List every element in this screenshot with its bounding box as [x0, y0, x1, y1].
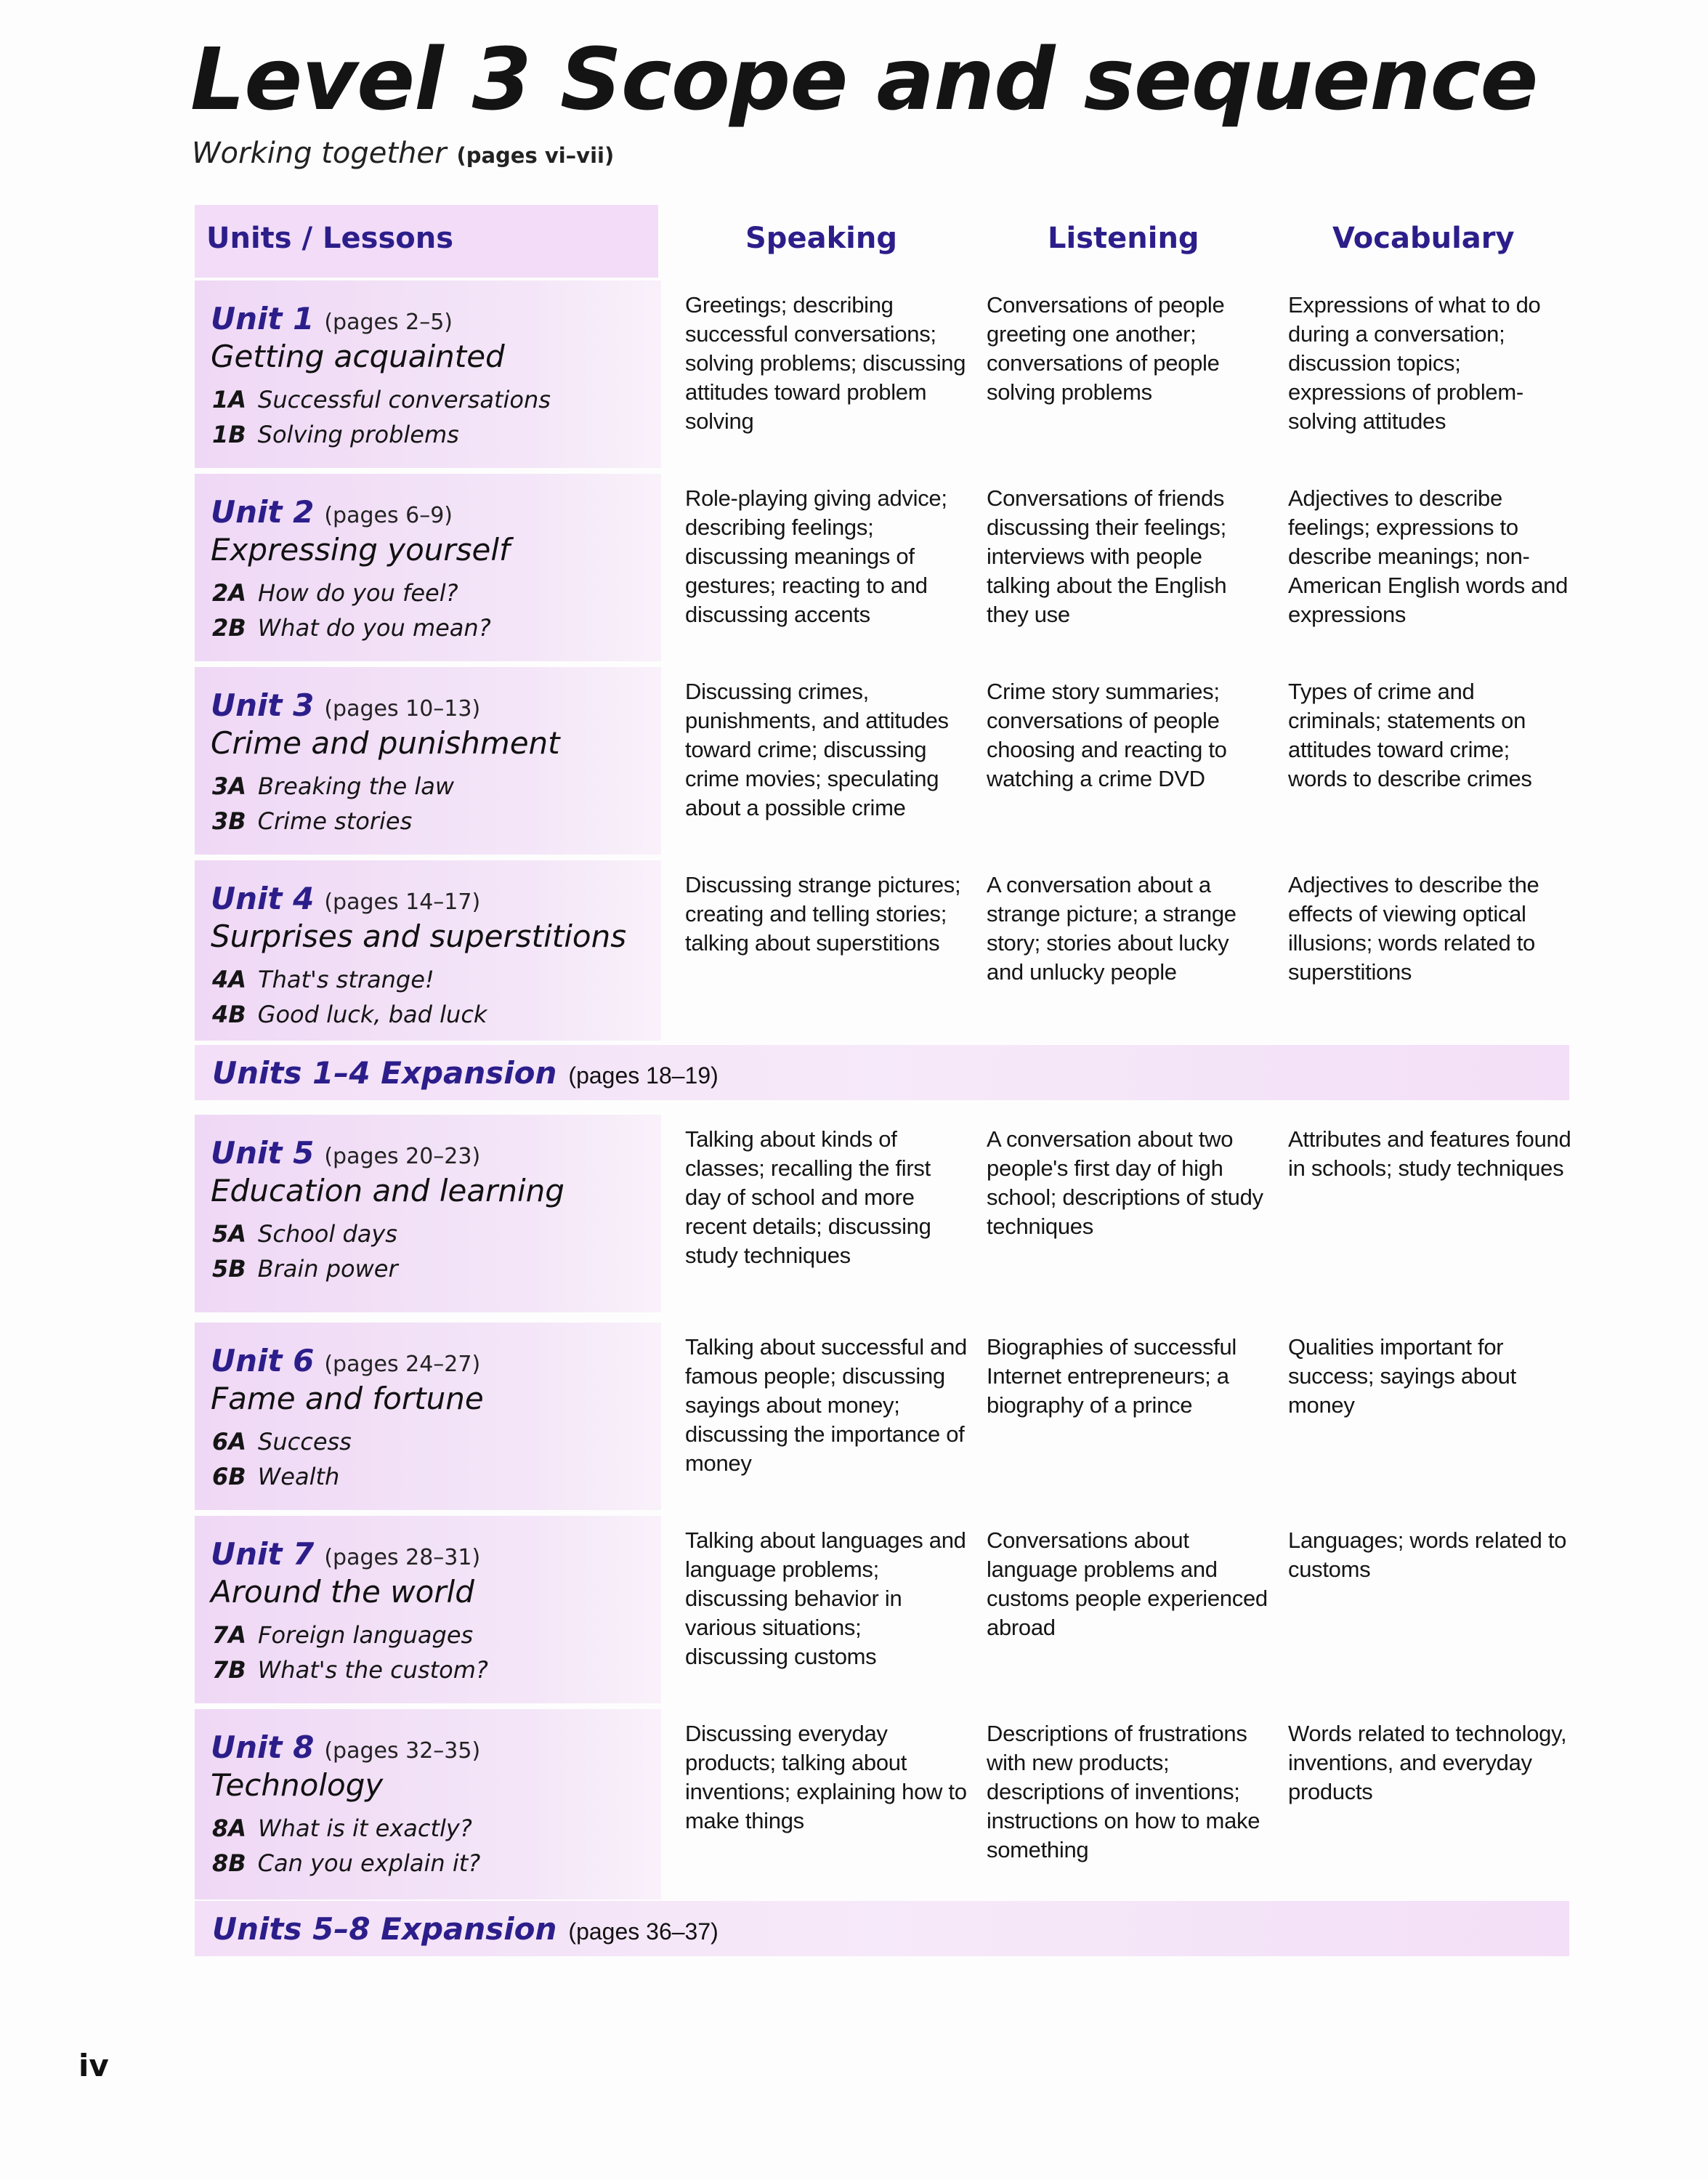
listening-cell: Crime story summaries; conversations of people choosing and reacting to watching a crime DVD	[987, 679, 1227, 791]
lesson-code: 2A	[212, 579, 247, 607]
lesson-name: What's the custom?	[257, 1656, 488, 1684]
lesson-code: 4A	[212, 966, 247, 993]
lesson-name: School days	[258, 1220, 397, 1248]
lesson-item	[212, 1846, 480, 1881]
lesson-code: 5A	[212, 1220, 247, 1248]
lesson-code: 3A	[212, 772, 247, 800]
unit-label	[211, 1729, 480, 1765]
lesson-name: Foreign languages	[258, 1621, 474, 1649]
column-header-listening: Listening	[1048, 222, 1199, 255]
lesson-list	[212, 1424, 352, 1494]
subtitle-text: Working together	[192, 137, 447, 170]
unit-pages: (pages 14–17)	[324, 889, 481, 915]
lesson-code: 1B	[212, 421, 246, 448]
lesson-item	[212, 417, 551, 452]
lesson-item	[212, 382, 551, 417]
vocabulary-cell: Expressions of what to do during a conversation; discussion topics; expressions of problem-solving attitudes	[1288, 292, 1541, 434]
unit-row	[195, 667, 1569, 855]
lesson-list	[212, 1216, 398, 1286]
lesson-list	[212, 576, 491, 645]
lesson-code: 8A	[212, 1814, 247, 1842]
lesson-list	[212, 769, 454, 839]
unit-pages: (pages 28–31)	[324, 1545, 481, 1570]
speaking-cell: Discussing crimes, punishments, and attitudes toward crime; discussing crime movies; speculating about a possible crime	[685, 679, 949, 820]
unit-number: Unit 7	[211, 1536, 315, 1572]
expansion-band	[195, 1901, 1569, 1956]
lesson-name: Crime stories	[257, 807, 413, 835]
lesson-item	[212, 997, 487, 1032]
unit-row	[195, 1709, 1569, 1900]
unit-title: Around the world	[211, 1574, 474, 1610]
lesson-item	[212, 1216, 398, 1251]
lesson-item	[212, 962, 487, 997]
expansion-label	[212, 1055, 719, 1091]
lesson-item	[212, 1459, 352, 1494]
subtitle	[192, 137, 614, 170]
unit-row	[195, 860, 1569, 1041]
lesson-name: That's strange!	[258, 966, 434, 993]
unit-number: Unit 4	[211, 881, 315, 916]
subtitle-pages: (pages vi–vii)	[456, 143, 615, 168]
vocabulary-cell: Qualities important for success; sayings about money	[1288, 1334, 1516, 1418]
lesson-code: 6B	[212, 1463, 246, 1490]
lesson-name: How do you feel?	[258, 579, 458, 607]
unit-title: Surprises and superstitions	[211, 919, 627, 954]
vocabulary-cell: Adjectives to describe feelings; expressions to describe meanings; non-American English words and expressions	[1288, 485, 1569, 627]
page-number: iv	[78, 2048, 109, 2083]
expansion-pages: (pages 18–19)	[568, 1062, 719, 1089]
unit-number: Unit 6	[211, 1343, 315, 1378]
lesson-name: Success	[258, 1428, 352, 1456]
expansion-band	[195, 1045, 1569, 1100]
lesson-name: Can you explain it?	[257, 1849, 481, 1877]
lesson-name: Breaking the law	[258, 772, 454, 800]
unit-number: Unit 1	[211, 301, 315, 336]
unit-number: Unit 3	[211, 687, 315, 723]
lesson-name: Good luck, bad luck	[257, 1001, 487, 1028]
unit-row	[195, 1516, 1569, 1703]
listening-cell: Conversations of people greeting one another; conversations of people solving problems	[987, 292, 1225, 405]
lesson-code: 6A	[212, 1428, 247, 1456]
unit-label	[211, 687, 480, 723]
unit-number: Unit 2	[211, 494, 315, 530]
unit-title: Getting acquainted	[211, 339, 505, 374]
lesson-name: What do you mean?	[257, 614, 491, 642]
speaking-cell: Discussing strange pictures; creating and telling stories; talking about superstitions	[685, 872, 961, 956]
speaking-cell: Greetings; describing successful conversations; solving problems; discussing attitudes toward problem solving	[685, 292, 966, 434]
unit-label	[211, 301, 453, 336]
speaking-cell: Talking about languages and language problems; discussing behavior in various situations; discussing customs	[685, 1527, 966, 1669]
expansion-title: Units 5–8 Expansion	[212, 1911, 557, 1947]
unit-row	[195, 1323, 1569, 1510]
lesson-list	[212, 1811, 480, 1881]
unit-pages: (pages 2–5)	[324, 310, 453, 335]
unit-pages: (pages 6–9)	[324, 503, 453, 528]
vocabulary-cell: Words related to technology, inventions, and everyday products	[1288, 1721, 1567, 1804]
lesson-list	[212, 382, 551, 452]
listening-cell: Conversations of friends discussing their feelings; interviews with people talking about the English they use	[987, 485, 1227, 627]
unit-label	[211, 881, 480, 916]
vocabulary-cell: Attributes and features found in schools; study techniques	[1288, 1126, 1571, 1181]
page-title: Level 3 Scope and sequence	[190, 29, 1538, 129]
unit-title: Education and learning	[211, 1173, 564, 1208]
lesson-code: 7B	[212, 1656, 246, 1684]
speaking-cell: Talking about kinds of classes; recalling the first day of school and more recent details; discussing study techniques	[685, 1126, 931, 1268]
lesson-item	[212, 1811, 480, 1846]
speaking-cell: Role-playing giving advice; describing feelings; discussing meanings of gestures; reacting to and discussing accents	[685, 485, 947, 627]
speaking-cell: Talking about successful and famous people; discussing sayings about money; discussing the importance of money	[685, 1334, 967, 1476]
lesson-code: 7A	[212, 1621, 247, 1649]
column-header-speaking: Speaking	[745, 222, 897, 255]
lesson-item	[212, 576, 491, 610]
lesson-item	[212, 1618, 488, 1652]
unit-label	[211, 1536, 480, 1572]
listening-cell: Conversations about language problems and customs people experienced abroad	[987, 1527, 1268, 1640]
lesson-item	[212, 1251, 398, 1286]
listening-cell: A conversation about two people's first day of high school; descriptions of study techniques	[987, 1126, 1263, 1239]
lesson-item	[212, 610, 491, 645]
unit-row	[195, 474, 1569, 661]
lesson-list	[212, 1618, 488, 1687]
unit-number: Unit 5	[211, 1135, 315, 1171]
lesson-name: Solving problems	[257, 421, 459, 448]
unit-pages: (pages 10–13)	[324, 696, 481, 722]
expansion-label	[212, 1911, 719, 1947]
listening-cell: Biographies of successful Internet entrepreneurs; a biography of a prince	[987, 1334, 1237, 1418]
unit-label	[211, 1343, 480, 1378]
expansion-title: Units 1–4 Expansion	[212, 1055, 557, 1091]
vocabulary-cell: Adjectives to describe the effects of viewing optical illusions; words related to superstitions	[1288, 872, 1539, 985]
unit-pages: (pages 32–35)	[324, 1738, 481, 1764]
unit-row	[195, 280, 1569, 468]
vocabulary-cell: Types of crime and criminals; statements on attitudes toward crime; words to describe crimes	[1288, 679, 1532, 791]
unit-title: Fame and fortune	[211, 1381, 484, 1416]
column-header-units: Units / Lessons	[206, 222, 454, 255]
unit-label	[211, 1135, 480, 1171]
unit-row	[195, 1115, 1569, 1312]
lesson-list	[212, 962, 487, 1032]
lesson-name: What is it exactly?	[258, 1814, 472, 1842]
unit-title: Expressing yourself	[211, 532, 510, 568]
lesson-item	[212, 769, 454, 804]
lesson-item	[212, 804, 454, 839]
unit-number: Unit 8	[211, 1729, 315, 1765]
lesson-name: Successful conversations	[258, 386, 551, 413]
unit-title: Technology	[211, 1767, 384, 1803]
lesson-code: 2B	[212, 614, 246, 642]
unit-label	[211, 494, 453, 530]
listening-cell: A conversation about a strange picture; a strange story; stories about lucky and unlucky people	[987, 872, 1237, 985]
column-header-vocabulary: Vocabulary	[1332, 222, 1515, 255]
vocabulary-cell: Languages; words related to customs	[1288, 1527, 1567, 1582]
lesson-name: Brain power	[257, 1255, 398, 1283]
unit-pages: (pages 20–23)	[324, 1144, 481, 1169]
lesson-code: 4B	[212, 1001, 246, 1028]
lesson-code: 8B	[212, 1849, 246, 1877]
expansion-pages: (pages 36–37)	[568, 1918, 719, 1945]
unit-pages: (pages 24–27)	[324, 1352, 481, 1377]
lesson-code: 1A	[212, 386, 247, 413]
lesson-item	[212, 1652, 488, 1687]
lesson-code: 3B	[212, 807, 246, 835]
listening-cell: Descriptions of frustrations with new products; descriptions of inventions; instructions on how to make something	[987, 1721, 1260, 1862]
unit-title: Crime and punishment	[211, 725, 560, 761]
lesson-code: 5B	[212, 1255, 246, 1283]
lesson-name: Wealth	[257, 1463, 340, 1490]
speaking-cell: Discussing everyday products; talking about inventions; explaining how to make things	[685, 1721, 967, 1833]
lesson-item	[212, 1424, 352, 1459]
